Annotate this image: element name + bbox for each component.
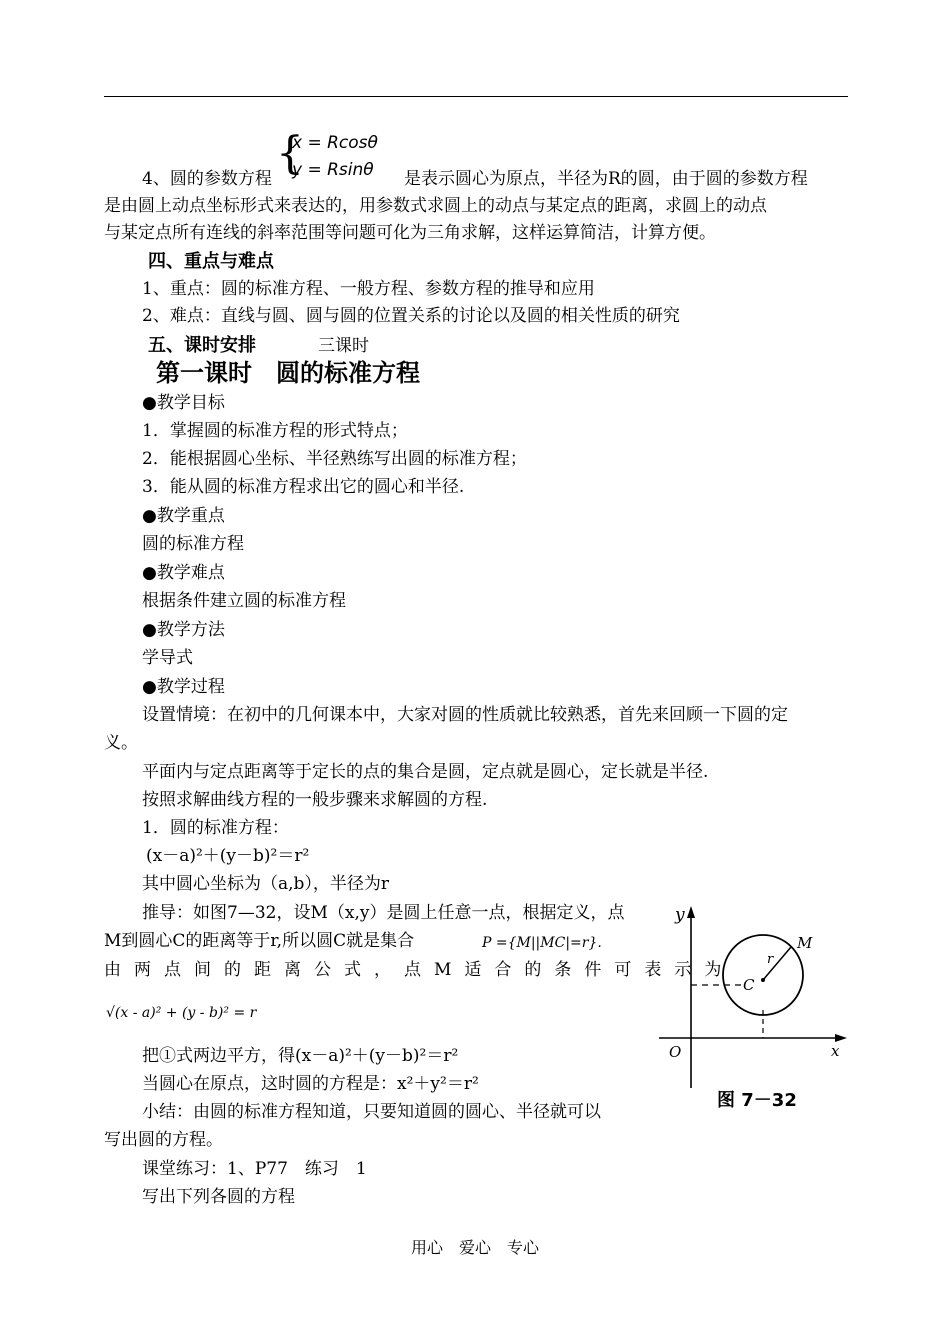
- center-point: [761, 978, 765, 982]
- key-title: ●教学重点: [142, 506, 225, 526]
- standard-title: 1．圆的标准方程：: [142, 818, 289, 838]
- solve-steps: 按照求解曲线方程的一般步骤来求解圆的方程.: [142, 790, 488, 810]
- derive-line1: 推导：如图7—32，设M（x,y）是圆上任意一点，根据定义，点: [142, 903, 625, 923]
- difficulty-title: ●教学难点: [142, 563, 225, 583]
- method-title: ●教学方法: [142, 620, 225, 640]
- goal-1: 1．掌握圆的标准方程的形式特点；: [142, 421, 408, 441]
- y-label: y: [675, 905, 685, 925]
- section4-item1: 1、重点：圆的标准方程、一般方程、参数方程的推导和应用: [142, 279, 595, 299]
- section4-item2: 2、难点：直线与圆、圆与圆的位置关系的讨论以及圆的相关性质的研究: [142, 306, 680, 326]
- section4-title: 四、重点与难点: [148, 251, 274, 272]
- summary-a: 小结：由圆的标准方程知道，只要知道圆的圆心、半径就可以: [142, 1102, 601, 1122]
- figure-7-32: [655, 900, 855, 1120]
- goals-title: ●教学目标: [142, 393, 225, 413]
- item4-prefix: 4、圆的参数方程: [142, 169, 272, 189]
- practice: 课堂练习：1、P77 练习 1: [142, 1159, 367, 1179]
- section5-value: 三课时: [318, 336, 369, 356]
- write-equations: 写出下列各圆的方程: [142, 1187, 295, 1207]
- footer: 用心 爱心 专心: [410, 1238, 539, 1257]
- process-intro-b: 义。: [104, 733, 138, 753]
- square-step: 把①式两边平方，得(x－a)²＋(y－b)²＝r²: [142, 1046, 459, 1066]
- method-text: 学导式: [142, 648, 193, 668]
- set-notation: P ={M||MC|=r}.: [482, 935, 602, 951]
- derive-line2: M到圆心C的距离等于r,所以圆C就是集合: [104, 931, 415, 951]
- lesson-title: 第一课时 圆的标准方程: [156, 358, 420, 387]
- r-label: r: [767, 952, 774, 967]
- param-eq-x: x = Rcosθ: [292, 133, 378, 153]
- difficulty-text: 根据条件建立圆的标准方程: [142, 591, 346, 611]
- summary-b: 写出圆的方程。: [104, 1130, 223, 1150]
- item4-line3: 与某定点所有连线的斜率范围等问题可化为三角求解，这样运算简洁，计算方便。: [104, 223, 716, 243]
- center-radius: 其中圆心坐标为（a,b），半径为r: [142, 874, 390, 894]
- y-axis-arrow: [687, 906, 695, 918]
- m-label: M: [797, 934, 813, 952]
- parametric-equation: [292, 130, 378, 184]
- x-label: x: [831, 1042, 840, 1060]
- param-eq-y: y = Rsinθ: [292, 160, 374, 180]
- goal-2: 2．能根据圆心坐标、半径熟练写出圆的标准方程；: [142, 449, 527, 469]
- section5-title: 五、课时安排: [148, 335, 256, 356]
- distance-formula: √(x - a)² + (y - b)² = r: [106, 1005, 257, 1021]
- process-title: ●教学过程: [142, 677, 225, 697]
- header-rule: [104, 96, 848, 97]
- circle-definition: 平面内与定点距离等于定长的点的集合是圆，定点就是圆心，定长就是半径.: [142, 762, 709, 782]
- goal-3: 3．能从圆的标准方程求出它的圆心和半径.: [142, 477, 465, 497]
- origin-case: 当圆心在原点，这时圆的方程是：x²＋y²＝r²: [142, 1074, 479, 1094]
- x-axis-arrow: [835, 1034, 847, 1042]
- item4-line2: 是由圆上动点坐标形式来表达的，用参数式求圆上的动点与某定点的距离，求圆上的动点: [104, 196, 767, 216]
- key-text: 圆的标准方程: [142, 534, 244, 554]
- derive-line3: 由两点间的距离公式，点M适合的条件可表示为: [104, 960, 735, 980]
- c-label: C: [743, 976, 755, 994]
- o-label: O: [669, 1043, 682, 1061]
- standard-equation: (x－a)²＋(y－b)²＝r²: [146, 846, 310, 866]
- brace: {: [276, 128, 304, 179]
- process-intro-a: 设置情境：在初中的几何课本中，大家对圆的性质就比较熟悉，首先来回顾一下圆的定: [142, 705, 788, 725]
- figure-caption: 图 7－32: [717, 1090, 797, 1111]
- item4-line1: 是表示圆心为原点，半径为R的圆，由于圆的参数方程: [404, 169, 808, 189]
